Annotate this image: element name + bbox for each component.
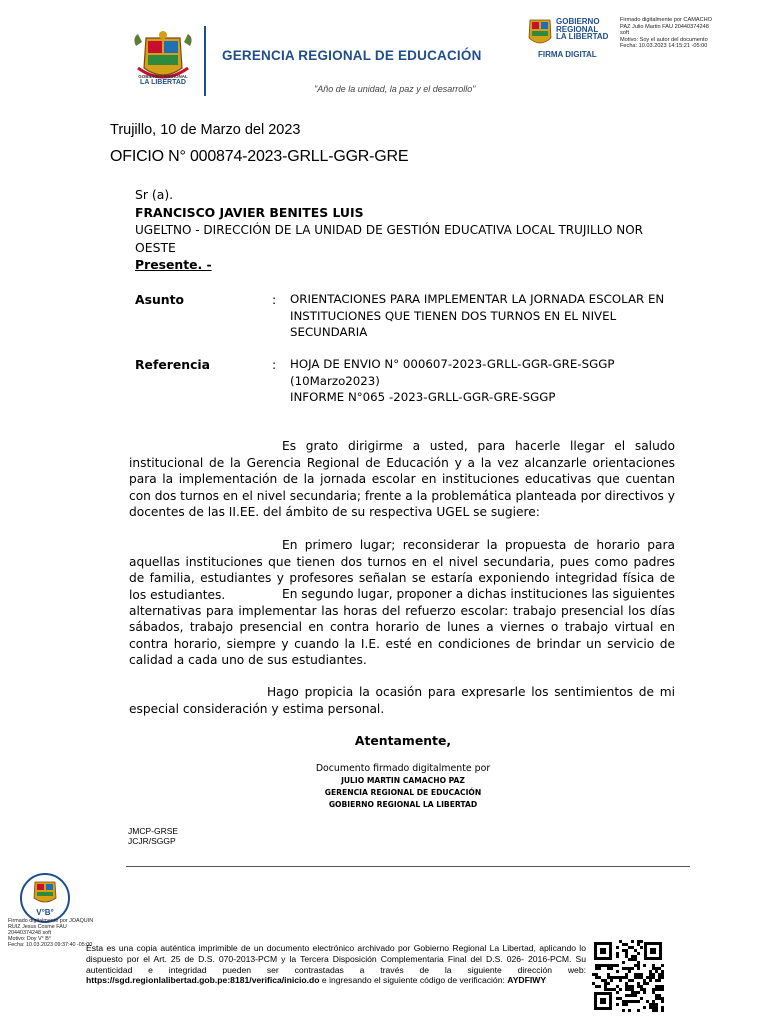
sig-line: Motivo: Soy el autor del documento	[620, 36, 708, 43]
verification-url[interactable]: https://sgd.regionlalibertad.gob.pe:8181/verifica/inicio.do	[86, 975, 320, 986]
paragraph-3-text: En segundo lugar, proponer a dichas instituciones las siguientes alternativas para implementar las horas del refuerzo escolar: trabajo presencial los días sábados, trabajo presencial en contra horario de lunes a viernes o trabajo virtual en contra horario, siempre y cuando la I.E. esté en condiciones de brindar un servicio de calidad a cada uno de sus estudiantes.	[129, 587, 675, 667]
recipient-name: FRANCISCO JAVIER BENITES LUIS	[135, 205, 364, 220]
salutation: Sr (a).	[135, 187, 174, 202]
digital-signature-details	[620, 17, 760, 50]
vb-line: Fecha: 10.03.2023 09:37:40 -05:00	[8, 942, 93, 948]
sig-logo-line1: GOBIERNO	[556, 17, 600, 26]
digital-signature-stamp	[524, 14, 618, 62]
firma-digital-badge: FIRMA DIGITAL	[538, 50, 597, 59]
recipient-org-line1: UGELTNO - DIRECCIÓN DE LA UNIDAD DE GESTIÓN EDUCATIVA LOCAL TRUJILLO NOR	[135, 223, 643, 237]
asunto-label: Asunto	[135, 292, 185, 307]
oficio-number: OFICIO N° 000874-2023-GRLL-GGR-GRE	[110, 148, 409, 165]
signer-office: GERENCIA REGIONAL DE EDUCACIÓN	[324, 788, 482, 797]
presente: Presente. -	[135, 257, 212, 272]
referencia-label: Referencia	[135, 357, 211, 372]
recipient-org-line2: OESTE	[135, 240, 176, 255]
sig-line: soft	[620, 30, 630, 36]
header-divider	[204, 26, 206, 96]
paragraph-1	[129, 438, 675, 521]
signer-org: GOBIERNO REGIONAL LA LIBERTAD	[328, 800, 478, 809]
vb-line: RUIZ Jesus Cosme FAU	[8, 924, 67, 930]
sig-logo-line3: LA LIBERTAD	[556, 32, 609, 41]
logo-caption-top: GOBIERNO REGIONAL	[138, 74, 188, 79]
asunto-text: ORIENTACIONES PARA IMPLEMENTAR LA JORNADA ESCOLAR EN INSTITUCIONES QUE TIENEN DOS TURNOS EN EL NIVEL SECUNDARIA	[290, 292, 665, 339]
sig-line: Fecha: 10.03.2023 14:15:21 -05:00	[620, 43, 708, 49]
vb-line: Firmado digitalmente por JOAQUIN	[8, 918, 94, 924]
regional-coat-of-arms-logo	[128, 28, 198, 100]
closing: Atentamente,	[354, 733, 452, 748]
paragraph-3	[129, 586, 675, 669]
ref-line: HOJA DE ENVIO N° 000607-2023-GRLL-GGR-GRE-SGGP	[290, 357, 615, 371]
verification-after-url: e ingresando el siguiente código de verificación:	[319, 975, 505, 986]
paragraph-2-text: En primero lugar; reconsiderar la propuesta de horario para aquellas instituciones que tienen dos turnos en el nivel secundaria, pues como padres de familia, estudiantes y profesores señalan se estaría exponiendo integridad física de los estudiantes.	[129, 538, 675, 602]
paragraph-4	[129, 684, 675, 717]
verification-text: Esta es una copia auténtica imprimible de un documento electrónico archivado por Gobierno Regional La Libertad, aplicando lo dispuesto por el Art. 25 de D.S. 070-2013-PCM y la Tercera Disposición Complementaria Final del D.S. 026- 2016-PCM. Su autenticidad e integridad pueden ser contrastadas a través de la siguiente dirección web:	[86, 943, 586, 975]
paragraph-1-text: Es grato dirigirme a usted, para hacerle llegar el saludo institucional de la Gerencia Regional de Educación y a la vez alcanzarle orientaciones para la implementación de la jornada escolar en instituciones educativas que cuentan con dos turnos en el nivel secundaria; frente a la problemática planteada por directivos y docentes de las II.EE. del ámbito de su respectiva UGEL se sugiere:	[129, 439, 675, 519]
verification-notice	[86, 943, 586, 986]
vb-line: 20440374248 soft	[8, 930, 52, 936]
signed-by-line: Documento firmado digitalmente por	[315, 763, 491, 774]
ref-line: INFORME N°065 -2023-GRLL-GGR-GRE-SGGP	[290, 390, 556, 404]
verification-code: AYDFIWY	[507, 975, 547, 986]
referencia-colon: :	[272, 357, 277, 372]
initials-1: JMCP-GRSE	[128, 826, 179, 836]
visto-bueno-stamp	[14, 872, 76, 924]
signer-name: JULIO MARTIN CAMACHO PAZ	[341, 776, 465, 785]
logo-caption-bottom: LA LIBERTAD	[140, 79, 186, 86]
vb-line: Motivo: Doy V° B°	[8, 936, 51, 942]
qr-code-icon	[592, 940, 664, 1012]
referencia-block	[290, 356, 670, 406]
sig-logo-line2: REGIONAL	[556, 24, 599, 34]
paragraph-4-text: Hago propicia la ocasión para expresarle los sentimientos de mi especial consideración y estima personal.	[129, 685, 675, 716]
letter-date: Trujillo, 10 de Marzo del 2023	[110, 122, 301, 138]
year-motto: "Año de la unidad, la paz y el desarrollo"	[314, 84, 476, 94]
sig-line: Firmado digitalmente por CAMACHO	[620, 17, 713, 23]
vb-badge: V°B°	[36, 908, 54, 917]
ref-line: (10Marzo2023)	[290, 373, 380, 388]
asunto-colon: :	[272, 292, 277, 307]
header-title: GERENCIA REGIONAL DE EDUCACIÓN	[222, 48, 482, 63]
sig-line: PAZ Julio Martin FAU 20440374248	[620, 23, 709, 30]
footer-rule	[126, 866, 690, 867]
initials-2: JCJR/SGGP	[128, 836, 176, 846]
